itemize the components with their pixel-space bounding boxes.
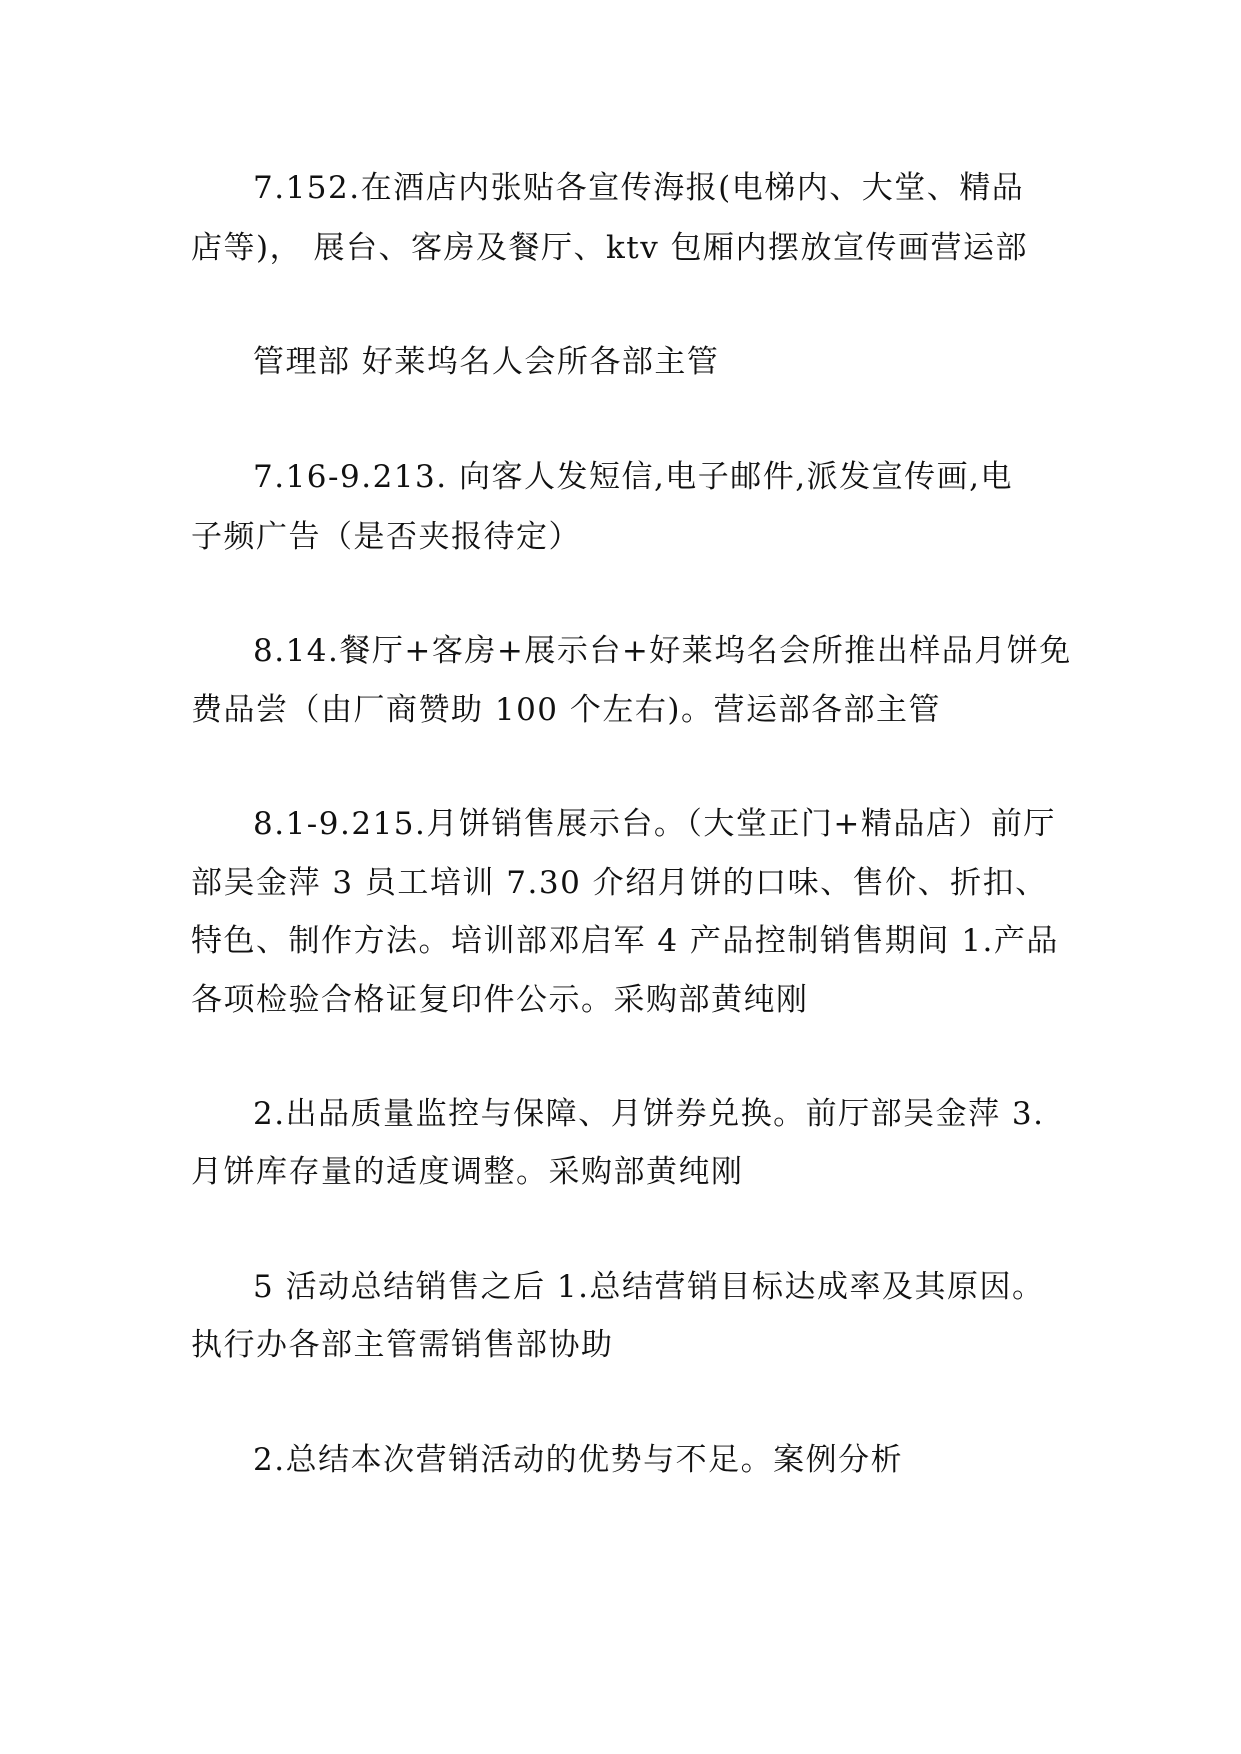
text-line: 月饼库存量的适度调整。采购部黄纯刚 — [191, 1154, 744, 1190]
text-line: 费品尝（由厂商赞助 100 个左右)。营运部各部主管 — [191, 692, 941, 728]
text-line: 8.14.餐厅+客房+展示台+好莱坞名会所推出样品月饼免 — [253, 633, 1072, 669]
text-line: 店等)， 展台、客房及餐厅、ktv 包厢内摆放宣传画营运部 — [191, 230, 1029, 266]
text-line: 特色、制作方法。培训部邓启军 4 产品控制销售期间 1.产品 — [191, 923, 1059, 959]
text-line: 8.1-9.215.月饼销售展示台。（大堂正门+精品店）前厅 — [253, 806, 1056, 842]
text-line: 各项检验合格证复印件公示。采购部黄纯刚 — [191, 982, 809, 1018]
text-line: 子频广告（是否夹报待定） — [191, 519, 581, 555]
text-line: 5 活动总结销售之后 1.总结营销目标达成率及其原因。 — [253, 1269, 1045, 1305]
text-line: 2.总结本次营销活动的优势与不足。案例分析 — [253, 1442, 904, 1478]
text-line: 2.出品质量监控与保障、月饼券兑换。前厅部吴金萍 3. — [253, 1096, 1045, 1132]
text-line: 管理部 好莱坞名人会所各部主管 — [253, 344, 720, 380]
text-line: 7.16-9.213. 向客人发短信,电子邮件,派发宣传画,电 — [253, 459, 1014, 495]
text-line: 执行办各部主管需销售部协助 — [191, 1327, 614, 1363]
text-line: 部吴金萍 3 员工培训 7.30 介绍月饼的口味、售价、折扣、 — [191, 865, 1048, 901]
text-line: 7.152.在酒店内张贴各宣传海报(电梯内、大堂、精品 — [253, 170, 1025, 206]
